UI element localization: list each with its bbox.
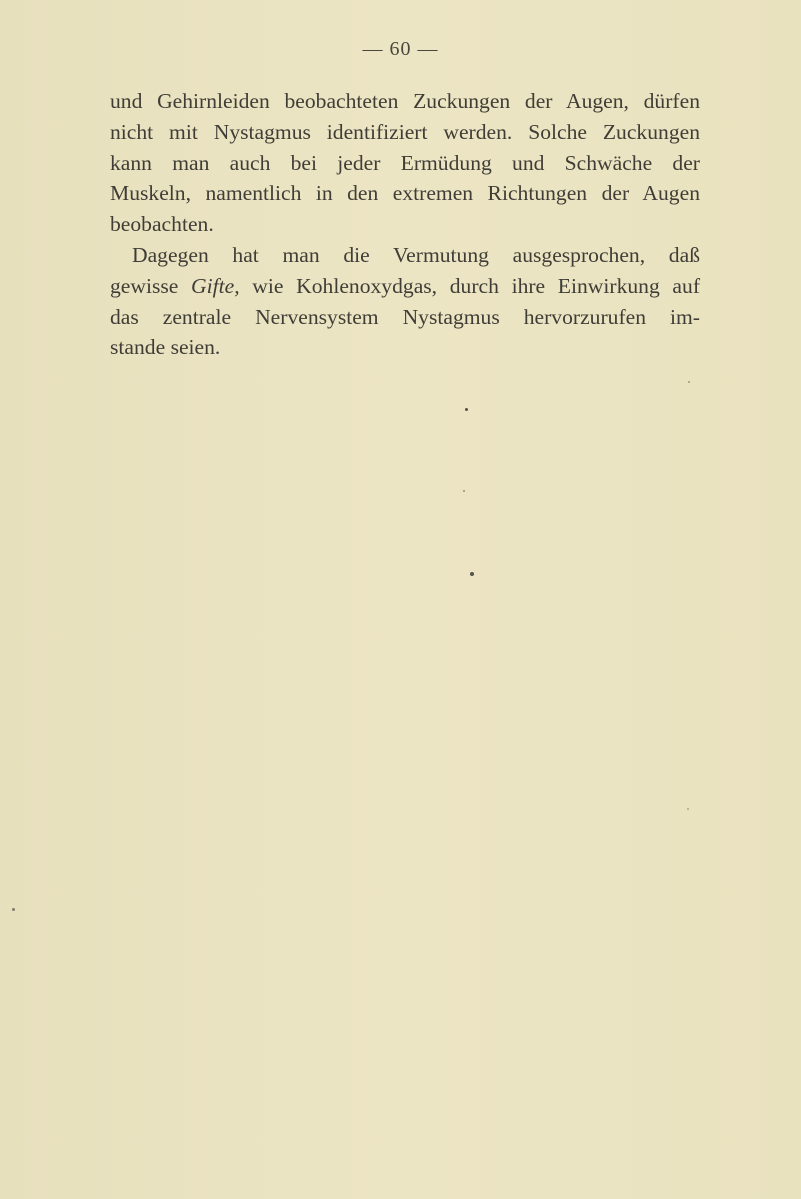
- paragraph-1-line-1: und Gehirnleiden beobachteten Zuckungen der Augen, dürfen: [110, 89, 700, 113]
- page-number: — 60 —: [362, 38, 439, 60]
- paper-speck: [470, 572, 474, 576]
- paragraph-1-line-2: nicht mit Nystagmus identifiziert werden. Solche Zuckungen: [110, 119, 700, 144]
- paper-speck: [465, 408, 468, 411]
- paragraph-1-line-3: kann man auch bei jeder Ermüdung und Schwäche der: [110, 150, 700, 175]
- paragraph-2-line-3: das zentrale Nervensystem Nystagmus hervorzurufen im-: [110, 304, 700, 329]
- paragraph-2-line-4: stande seien.: [110, 335, 221, 360]
- paragraph-2-line-2-end: wie Kohlenoxydgas, durch ihre Einwirkung auf: [239, 273, 701, 298]
- paragraph-1-line-4: Muskeln, namentlich in den extremen Richtungen der Augen: [110, 181, 700, 206]
- body-text: [110, 86, 700, 363]
- paragraph-1-line-5: beobachten.: [110, 212, 214, 237]
- paragraph-2-line-2-start: gewisse: [110, 273, 192, 298]
- paper-speck: [687, 808, 689, 810]
- paragraph-2-line-1: Dagegen hat man die Vermutung ausgesprochen, daß: [132, 242, 700, 267]
- italic-term-gifte: Gifte,: [191, 273, 240, 298]
- paper-speck: [12, 908, 15, 911]
- paper-speck: [463, 490, 465, 492]
- paper-speck: [688, 381, 690, 383]
- paragraph-2-line-2: [110, 271, 700, 302]
